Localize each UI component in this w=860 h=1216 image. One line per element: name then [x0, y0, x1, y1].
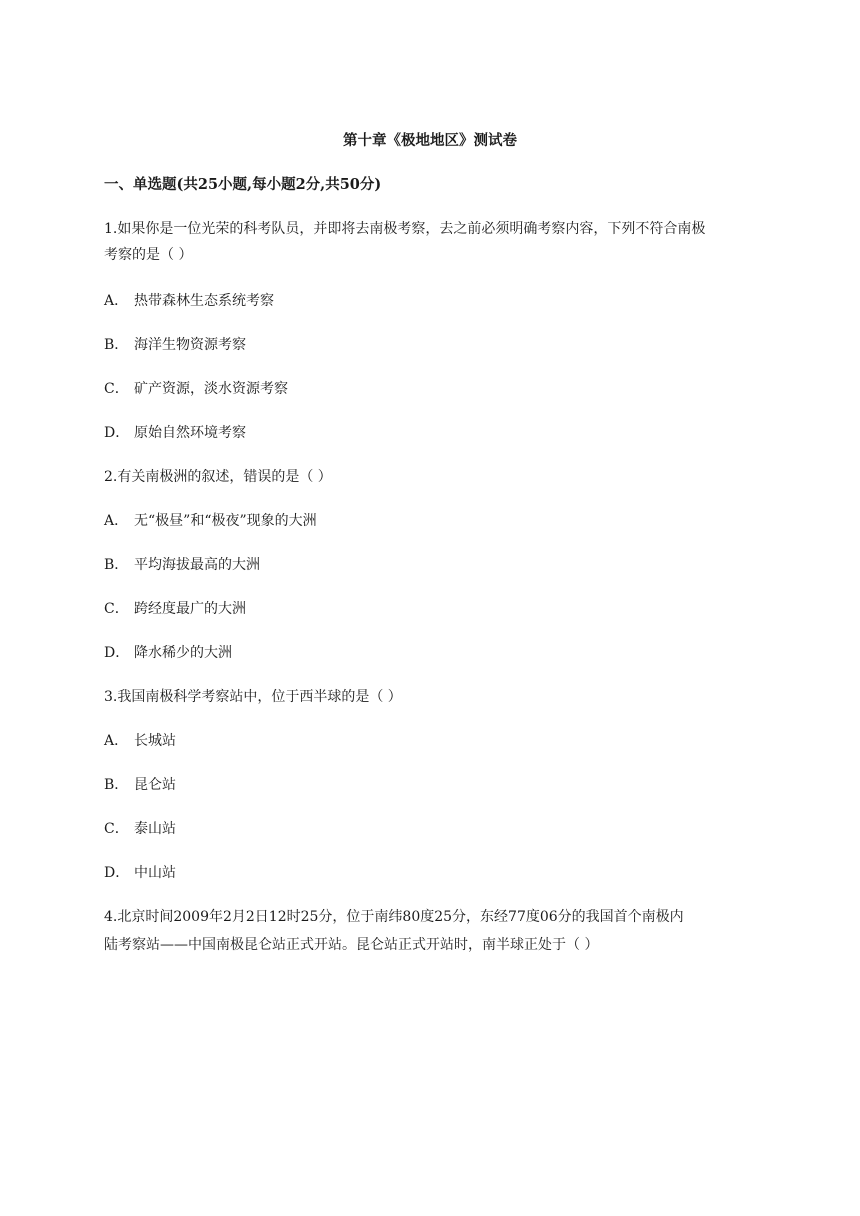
option-letter: A． [104, 293, 129, 309]
option-letter: A． [104, 513, 129, 529]
question-2-option-a [104, 511, 317, 531]
option-text: 热带森林生态系统考察 [134, 293, 274, 309]
option-text: 泰山站 [134, 821, 176, 837]
option-letter: D． [104, 425, 130, 441]
question-1-option-a [104, 291, 274, 311]
option-letter: B． [104, 557, 129, 573]
option-text: 原始自然环境考察 [134, 425, 246, 441]
question-1-option-d [104, 423, 246, 443]
question-2-option-d [104, 643, 232, 663]
option-text: 长城站 [134, 733, 176, 749]
question-3-option-b [104, 775, 176, 795]
option-text: 降水稀少的大洲 [134, 645, 232, 661]
option-letter: D． [104, 645, 130, 661]
section-heading: 一、单选题(共25小题,每小题2分,共50分) [104, 176, 382, 193]
option-letter: D． [104, 865, 130, 881]
option-text: 跨经度最广的大洲 [134, 601, 246, 617]
question-2-option-c [104, 599, 246, 619]
option-letter: B． [104, 337, 129, 353]
question-1-stem-line-2: 考察的是（ ） [104, 247, 193, 263]
question-4-stem-line-2: 陆考察站——中国南极昆仑站正式开站。昆仑站正式开站时，南半球正处于（ ） [104, 937, 599, 953]
question-1-option-b [104, 335, 246, 355]
question-4-stem-line-1: 4.北京时间2009年2月2日12时25分，位于南纬80度25分，东经77度06分的我国首个南极内 [104, 909, 684, 925]
question-3-option-d [104, 863, 176, 883]
question-1-option-c [104, 379, 288, 399]
question-3-option-c [104, 819, 176, 839]
option-text: 平均海拔最高的大洲 [134, 557, 260, 573]
option-text: 无“极昼”和“极夜”现象的大洲 [134, 513, 317, 529]
question-2-option-b [104, 555, 260, 575]
question-3-option-a [104, 731, 176, 751]
option-letter: B． [104, 777, 129, 793]
option-text: 矿产资源，淡水资源考察 [134, 381, 288, 397]
question-1-stem-line-1: 1.如果你是一位光荣的科考队员，并即将去南极考察，去之前必须明确考察内容，下列不符合南极 [104, 221, 706, 237]
option-letter: A． [104, 733, 129, 749]
option-letter: C． [104, 821, 129, 837]
option-letter: C． [104, 601, 129, 617]
question-2-stem-line-1: 2.有关南极洲的叙述，错误的是（ ） [104, 469, 332, 485]
question-3-stem-line-1: 3.我国南极科学考察站中，位于西半球的是（ ） [104, 689, 402, 705]
option-letter: C． [104, 381, 129, 397]
document-title: 第十章《极地地区》测试卷 [343, 132, 517, 149]
option-text: 海洋生物资源考察 [134, 337, 246, 353]
option-text: 中山站 [134, 865, 176, 881]
option-text: 昆仑站 [134, 777, 176, 793]
